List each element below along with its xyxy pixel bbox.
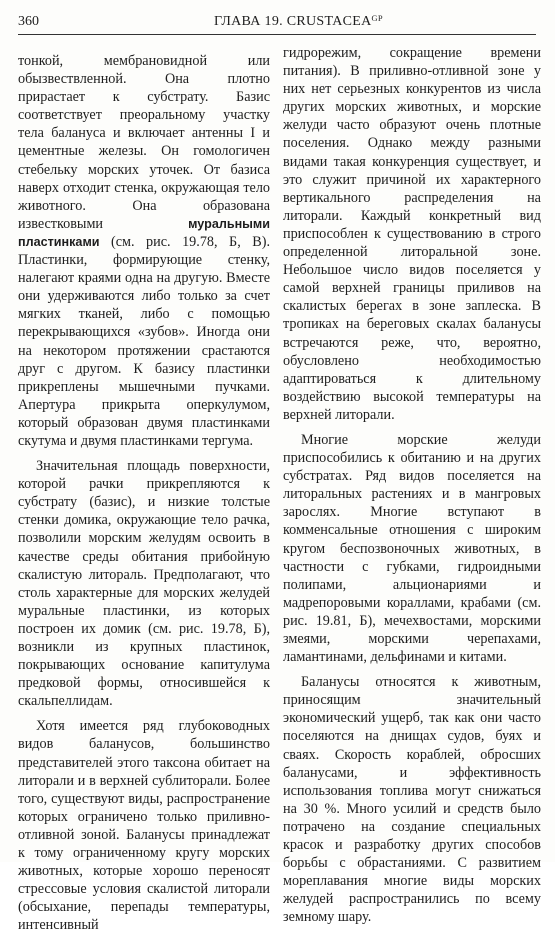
page-number: 360 — [18, 14, 39, 29]
paragraph-text: (см. рис. 19.78, Б, В). Пластинки, формирующие стенку, налегают краями одна на другую. Вместе они удерживаются либо только за счет мягких тканей, либо с помощью перекрывающихся «зубов». Иногда они на некотором протяжении срастаются друг с другом. К базису пластинки прикреплены мышечными пучками. Апертура прикрыта оперкулумом, который образован двумя пластинками скутума и двумя пластинками тергума. — [18, 233, 270, 449]
chapter-title: ГЛАВА 19. CRUSTACEAᴳᴾ — [214, 14, 383, 29]
paragraph-drugie-substraty: Многие морские желуди приспособились к обитанию и на других субстратах. Ряд видов поселяется на литоральных растениях и в мангровых зарослях. Многие вступают в комменсальные отношения с широким кругом беспозвоночных животных, в частности с губками, гидроидными полипами, альционариями и мадрепоровыми кораллами, крабами (см. рис. 19.81, Б), мечехвостами, морскими змеями, морскими черепахами, ламантинами, дельфинами и китами. — [283, 431, 541, 666]
paragraph-muralnye-plastinki — [18, 52, 270, 450]
term-muralnye-plastinki: муральными пластинками — [18, 216, 270, 249]
paragraph-text: тонкой, мембрановидной или обызвествленной. Она плотно прирастает к субстрату. Базис соответствует преоральному участку тела балануса и включает антенны I и цементные железы. Он гомологичен стебельку морских уточек. От базиса наверх отходит стенка, окружающая тело животного. Она образована известковыми — [18, 53, 270, 232]
right-column — [283, 44, 541, 927]
paragraph-gidrorezhim: гидрорежим, сокращение времени питания). В приливно-отливной зоне у них нет серьезных конкурентов из числа других морских животных, и морские желуди часто образуют очень плотные поселения. Однако между разными видами такая конкуренция существует, и это служит причиной их характерного вертикального распределения на литорали. Каждый конкретный вид приспособлен к существованию в строго определенной литоральной зоне. Небольшое число видов поселяется у самой верхней границы приливов на скалистых берегах в зоне заплеска. В тропиках на береговых скалах баланусы встречаются реже, что, вероятно, обусловлено необходимостью адаптироваться к длительному воздействию высокой температуры на верхней литорали. — [283, 45, 541, 423]
paragraph-ploshchad-poverkhnosti: Значительная площадь поверхности, которой рачки прикрепляются к субстрату (базис), и низкие толстые стенки домика, окружающие тело рачка, позволили морским желудям освоить в качестве среды обитания прибойную скалистую литораль. Предполагают, что столь характерные для морских желудей муральные пластинки, из которых построен их домик (см. рис. 19.78, Б), возникли из крупных пластинок, покрывающих основание капитулума предковой формы, относившейся к скальпеллидам. — [18, 458, 270, 710]
left-column — [18, 52, 270, 935]
paragraph-glubokovodnye-vidy: Хотя имеется ряд глубоководных видов баланусов, большинство представителей этого таксона обитает на литорали и в верхней сублиторали. Более того, существуют виды, распространение которых ограничено только приливно-отливной зоной. Баланусы принадлежат к тому ограниченному кругу морских животных, которые хорошо переносят стрессовые условия скалистой литорали (обсыхание, перепады температуры, интенсивный — [18, 718, 270, 934]
paragraph-ekonomicheskiy-ushcherb: Баланусы относятся к животным, приносящим значительный экономический ущерб, так как они часто поселяются на днищах судов, буях и сваях. Скорость кораблей, обросших баланусами, и эффективность использования топлива могут снижаться на 30 %. Много усилий и средств было потрачено на создание специальных красок и разработку других способов борьбы с обрастаниями. С развитием мореплавания многие виды морских желудей распространились по всему земному шару. — [283, 674, 541, 926]
running-head — [18, 12, 536, 35]
